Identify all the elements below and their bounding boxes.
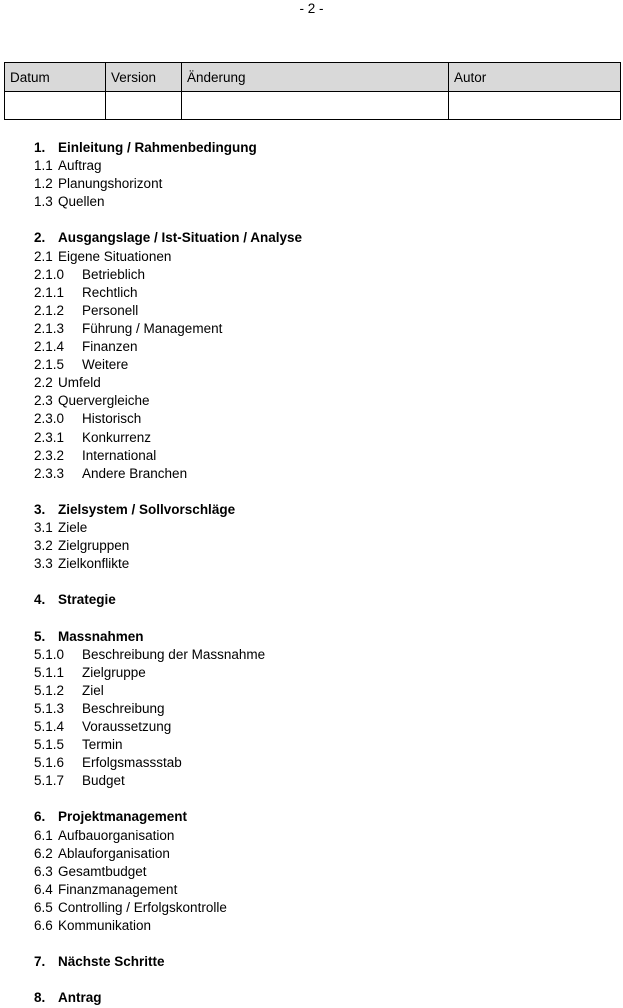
toc-text: Ziel <box>82 682 104 698</box>
table-row <box>5 92 621 120</box>
toc-number: 5.1.3 <box>34 700 65 716</box>
toc-item <box>34 284 604 302</box>
toc-text: Strategie <box>58 592 116 608</box>
toc-text: Einleitung / Rahmenbedingung <box>58 140 257 155</box>
toc-item <box>34 718 604 736</box>
toc-number: 1.1 <box>34 158 53 174</box>
toc-item <box>34 157 604 175</box>
toc-spacer <box>34 971 604 989</box>
toc-text: Controlling / Erfolgskontrolle <box>58 899 227 915</box>
toc-item <box>34 555 604 573</box>
toc-number: 6.4 <box>34 881 53 897</box>
toc-text: Ablauforganisation <box>58 845 170 861</box>
toc-text: Zielkonflikte <box>58 556 130 572</box>
toc-text: Finanzmanagement <box>58 881 178 897</box>
toc-text: Umfeld <box>58 375 101 391</box>
toc-item <box>34 465 604 483</box>
toc-item <box>34 646 604 664</box>
toc-number: 5.1.0 <box>34 646 65 662</box>
toc-item <box>34 664 604 682</box>
toc-number: 2.1 <box>34 248 53 264</box>
toc-number: 2.3.1 <box>34 429 65 445</box>
toc-number: 2.2 <box>34 375 53 391</box>
toc-number: 1.2 <box>34 176 53 192</box>
toc-number: 2.1.5 <box>34 357 65 373</box>
toc-number: 2. <box>34 230 46 246</box>
toc-text: Planungshorizont <box>58 176 163 192</box>
toc-number: 5.1.1 <box>34 664 65 680</box>
toc-text: Führung / Management <box>82 320 223 336</box>
toc-text: Ausgangslage / Ist-Situation / Analyse <box>58 230 303 246</box>
toc-item <box>34 899 604 917</box>
toc-text: Rechtlich <box>82 284 138 300</box>
toc-number: 5.1.2 <box>34 682 65 698</box>
toc-text: Voraussetzung <box>82 719 172 734</box>
toc-spacer <box>34 609 604 627</box>
toc-number: 2.1.4 <box>34 339 65 355</box>
toc-number: 5. <box>34 628 46 644</box>
toc-number: 5.1.7 <box>34 773 65 789</box>
toc-text: Finanzen <box>82 339 138 355</box>
toc-item <box>34 266 604 284</box>
toc-text: Auftrag <box>58 158 102 174</box>
toc-item <box>34 881 604 899</box>
toc-text: Zielsystem / Sollvorschläge <box>58 501 236 517</box>
toc-number: 2.1.1 <box>34 284 65 300</box>
toc-number: 7. <box>34 954 46 970</box>
toc-item <box>34 338 604 356</box>
header-version: Version <box>106 63 182 92</box>
toc-spacer <box>34 211 604 229</box>
toc-text: Projektmanagement <box>58 809 188 825</box>
cell-version[interactable] <box>106 92 182 120</box>
toc-number: 6.5 <box>34 899 53 915</box>
toc-text: Konkurrenz <box>82 429 152 445</box>
toc-number: 3.3 <box>34 556 53 572</box>
toc-item <box>34 736 604 754</box>
header-datum: Datum <box>5 63 106 92</box>
toc-number: 3. <box>34 501 46 517</box>
toc-spacer <box>34 483 604 501</box>
toc-item <box>34 374 604 392</box>
toc-item <box>34 392 604 410</box>
toc-item <box>34 863 604 881</box>
toc-number: 6.2 <box>34 845 53 861</box>
toc-heading <box>34 501 604 519</box>
toc-number: 2.1.2 <box>34 302 65 318</box>
toc-number: 1.3 <box>34 194 53 210</box>
toc-text: Andere Branchen <box>82 465 188 481</box>
toc-number: 4. <box>34 592 46 608</box>
toc-item <box>34 917 604 935</box>
toc-number: 5.1.4 <box>34 719 65 734</box>
toc-heading <box>34 989 604 1007</box>
toc-item <box>34 845 604 863</box>
toc-text: Zielgruppe <box>82 664 146 680</box>
toc-heading <box>34 139 604 157</box>
toc-text: Quervergleiche <box>58 393 150 409</box>
toc-number: 2.3.2 <box>34 447 65 463</box>
table-of-contents <box>34 139 604 1008</box>
toc-text: Termin <box>82 737 123 753</box>
toc-number: 8. <box>34 990 46 1006</box>
toc-text: Budget <box>82 773 125 789</box>
version-history-table <box>4 62 621 120</box>
toc-item <box>34 320 604 338</box>
toc-number: 2.3 <box>34 393 53 409</box>
toc-item <box>34 447 604 465</box>
toc-text: Erfolgsmassstab <box>82 755 182 771</box>
toc-text: Massnahmen <box>58 628 144 644</box>
toc-text: Nächste Schritte <box>58 954 165 970</box>
toc-text: Kommunikation <box>58 918 152 934</box>
toc-item <box>34 302 604 320</box>
toc-spacer <box>34 790 604 808</box>
toc-number: 6.6 <box>34 918 53 934</box>
toc-item <box>34 754 604 772</box>
toc-heading <box>34 229 604 247</box>
toc-number: 3.1 <box>34 519 53 535</box>
cell-datum[interactable] <box>5 92 106 120</box>
toc-number: 2.1.0 <box>34 266 65 282</box>
header-aenderung: Änderung <box>182 63 449 92</box>
toc-item <box>34 537 604 555</box>
toc-text: Gesamtbudget <box>58 863 147 879</box>
toc-text: Aufbauorganisation <box>58 827 175 843</box>
toc-item <box>34 682 604 700</box>
toc-spacer <box>34 935 604 953</box>
toc-heading <box>34 808 604 826</box>
toc-item <box>34 519 604 537</box>
toc-text: Zielgruppen <box>58 538 130 554</box>
toc-item <box>34 772 604 790</box>
table-header-row <box>5 63 621 92</box>
toc-text: Personell <box>82 302 139 318</box>
toc-item <box>34 248 604 266</box>
toc-text: International <box>82 447 157 463</box>
toc-number: 3.2 <box>34 538 53 554</box>
cell-aenderung[interactable] <box>182 92 449 120</box>
toc-number: 5.1.5 <box>34 737 65 753</box>
toc-heading <box>34 953 604 971</box>
toc-number: 5.1.6 <box>34 755 65 771</box>
toc-number: 6.1 <box>34 827 53 843</box>
toc-item <box>34 700 604 718</box>
toc-number: 6.3 <box>34 863 53 879</box>
toc-text: Weitere <box>82 357 129 373</box>
toc-item <box>34 827 604 845</box>
toc-text: Beschreibung der Massnahme <box>82 646 266 662</box>
toc-text: Eigene Situationen <box>58 248 172 264</box>
page-number: - 2 - <box>299 1 324 16</box>
toc-number: 2.3.0 <box>34 411 65 427</box>
toc-number: 2.1.3 <box>34 320 65 336</box>
toc-item <box>34 175 604 193</box>
toc-item <box>34 193 604 211</box>
toc-number: 1. <box>34 140 46 155</box>
toc-text: Historisch <box>82 411 142 427</box>
toc-number: 2.3.3 <box>34 465 65 481</box>
toc-number: 6. <box>34 809 46 825</box>
toc-spacer <box>34 573 604 591</box>
header-autor: Autor <box>449 63 621 92</box>
toc-heading <box>34 628 604 646</box>
toc-text: Antrag <box>58 990 102 1006</box>
toc-text: Beschreibung <box>82 700 165 716</box>
toc-text: Ziele <box>58 519 88 535</box>
toc-text: Betrieblich <box>82 266 146 282</box>
toc-text: Quellen <box>58 194 105 210</box>
toc-item <box>34 356 604 374</box>
toc-item <box>34 429 604 447</box>
toc-heading <box>34 591 604 609</box>
cell-autor[interactable] <box>449 92 621 120</box>
toc-item <box>34 410 604 428</box>
